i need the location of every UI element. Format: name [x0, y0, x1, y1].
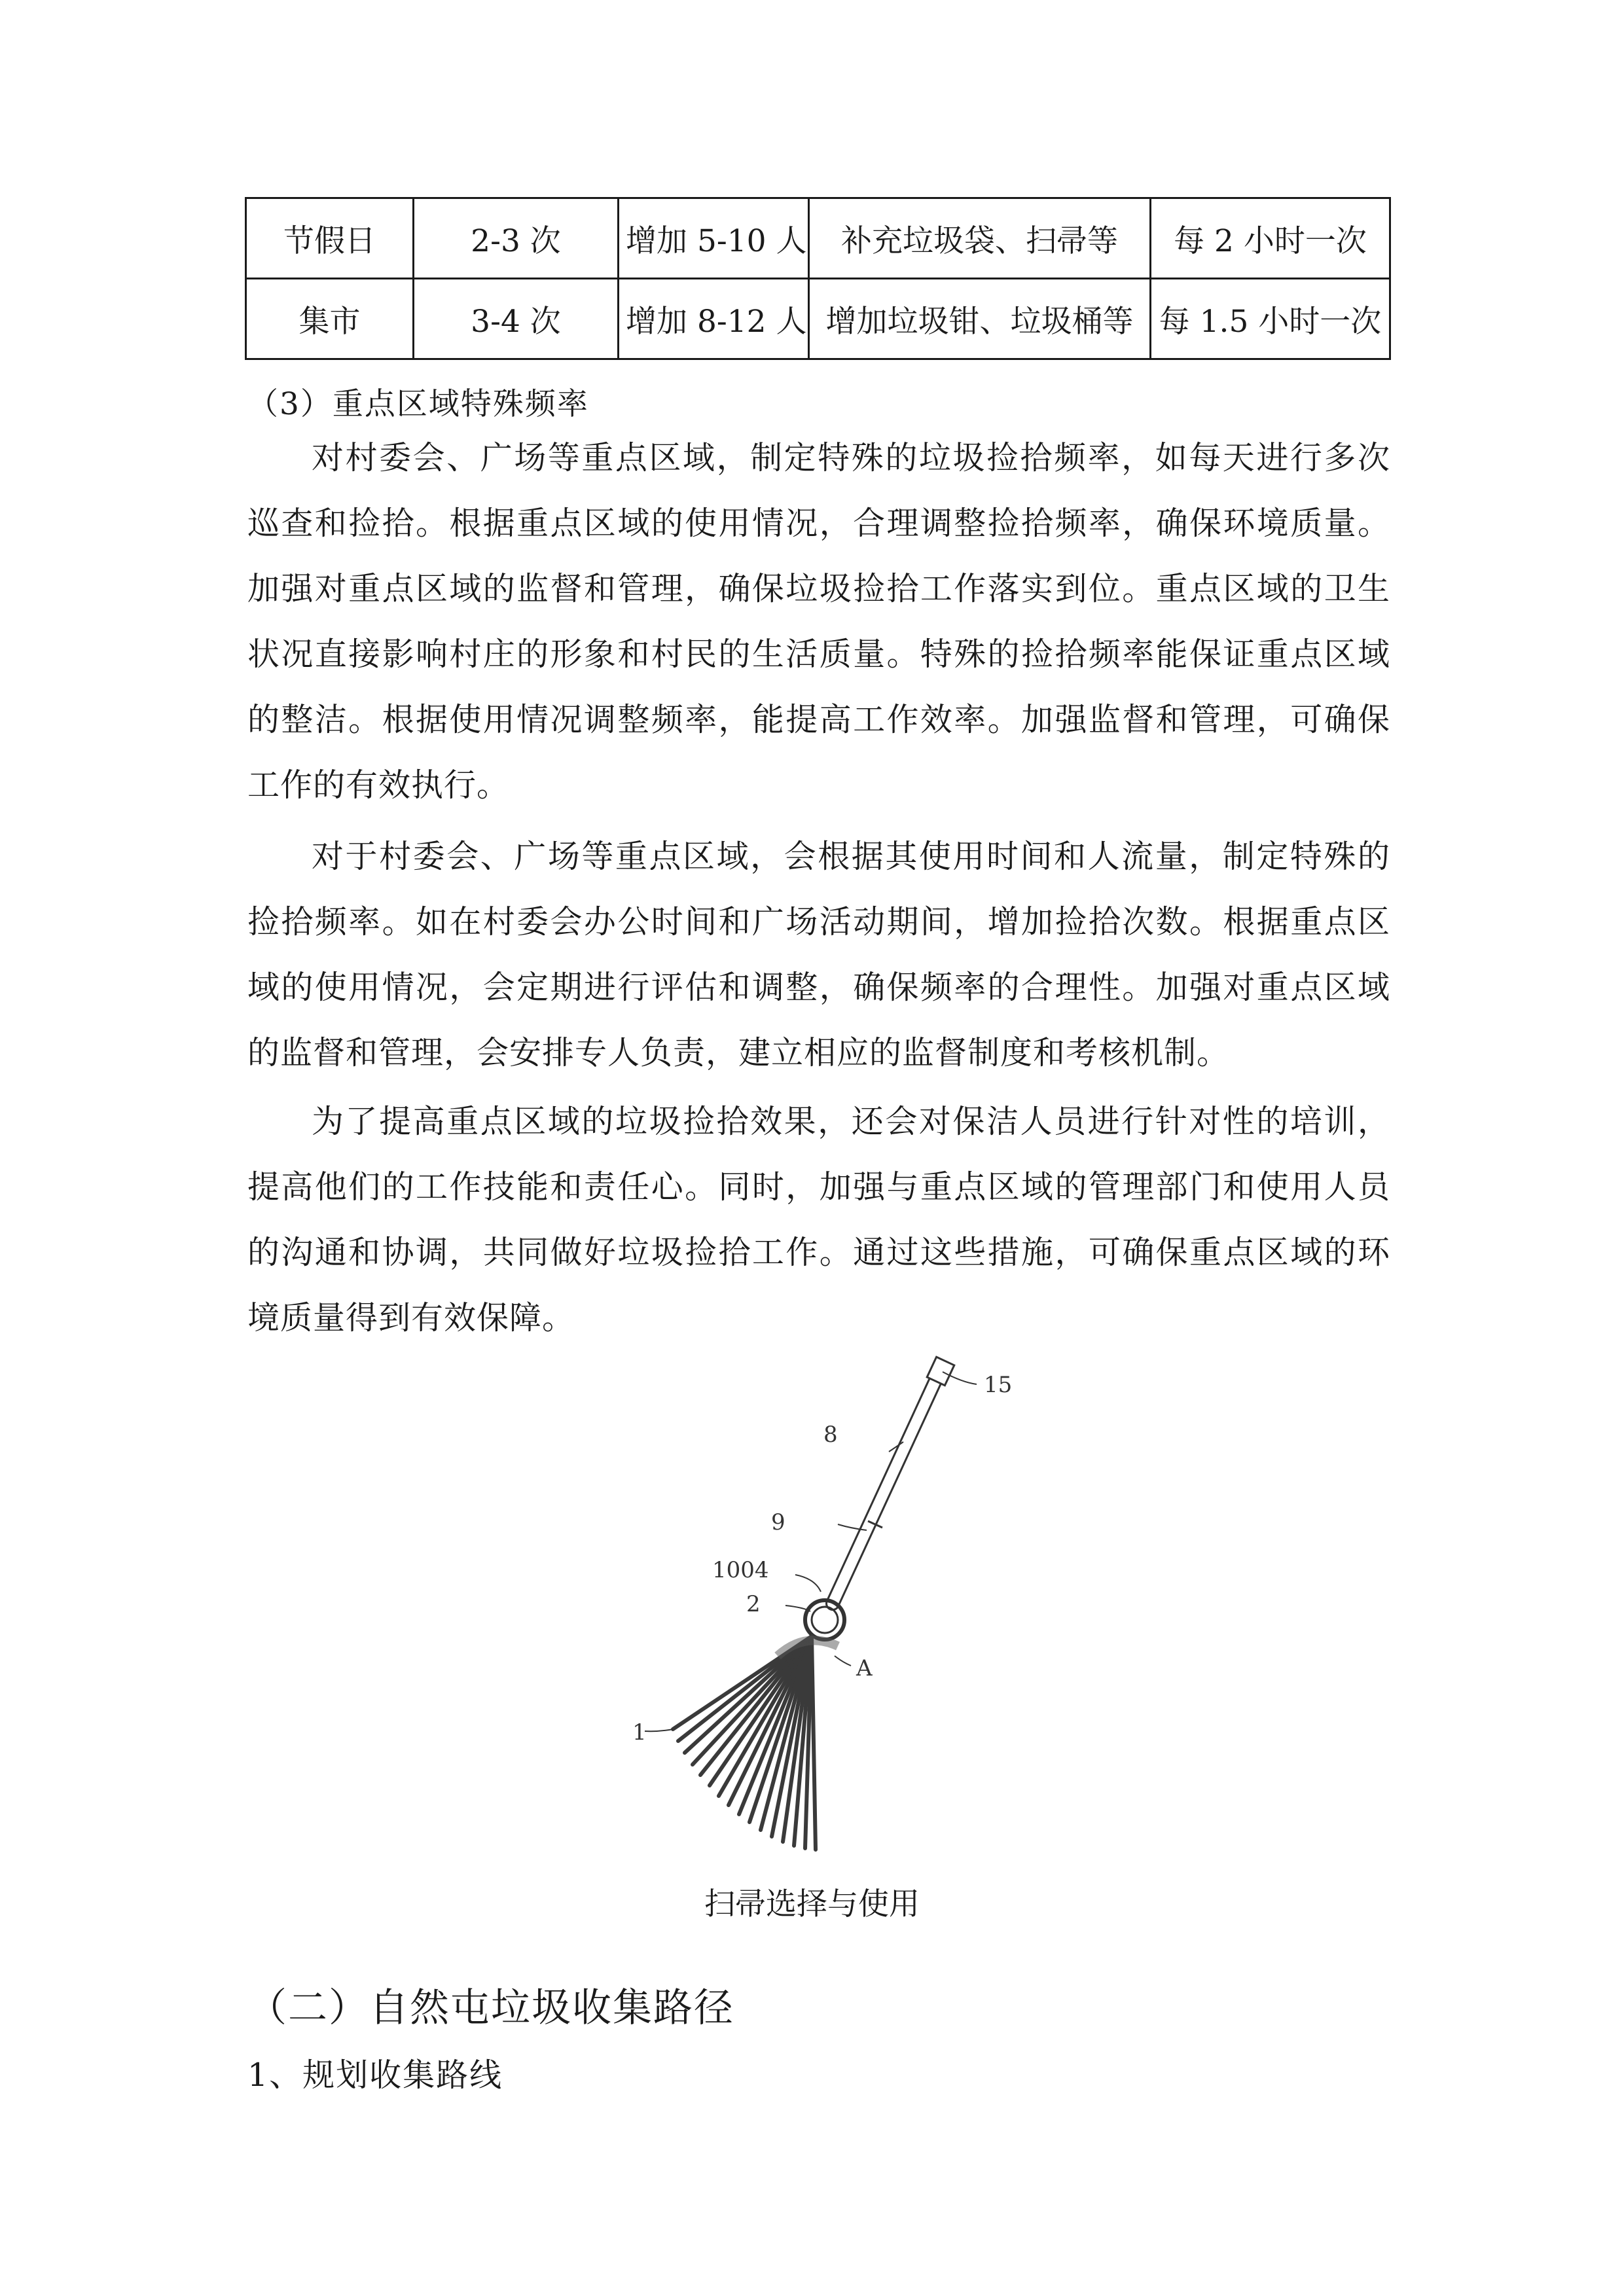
label-1: 1 — [632, 1719, 647, 1746]
broom-ring — [805, 1600, 844, 1640]
table-cell: 增加 8-12 人 — [619, 279, 809, 359]
broom-figure — [615, 1348, 1034, 1872]
table-cell: 增加垃圾钳、垃圾桶等 — [809, 279, 1151, 359]
table-cell: 2-3 次 — [414, 198, 619, 279]
broom-diagram — [615, 1348, 1034, 1872]
label-9: 9 — [771, 1509, 785, 1535]
table-row — [246, 279, 1390, 359]
section-subtitle: 1、规划收集路线 — [247, 2056, 503, 2094]
table-cell: 节假日 — [246, 198, 414, 279]
broom-bristles — [673, 1636, 816, 1850]
label-15: 15 — [984, 1372, 1013, 1398]
broom-handle — [833, 1357, 954, 1604]
table-cell: 每 2 小时一次 — [1151, 198, 1390, 279]
table-cell: 增加 5-10 人 — [619, 198, 809, 279]
figure-caption: 扫帚选择与使用 — [704, 1886, 920, 1922]
frequency-table — [245, 197, 1391, 360]
label-1004: 1004 — [712, 1557, 769, 1583]
paragraph: 对于村委会、广场等重点区域，会根据其使用时间和人流量，制定特殊的捡拾频率。如在村委会办公时间和广场活动期间，增加捡拾次数。根据重点区域的使用情况，会定期进行评估和调整，确保频率的合理性。加强对重点区域的监督和管理，会安排专人负责，建立相应的监督制度和考核机制。 — [247, 838, 1390, 1071]
section-title: （二）自然屯垃圾收集路径 — [247, 1985, 734, 2031]
table-row — [246, 198, 1390, 279]
table-cell: 每 1.5 小时一次 — [1151, 279, 1390, 359]
subheading: （3）重点区域特殊频率 — [247, 386, 589, 422]
table-cell: 补充垃圾袋、扫帚等 — [809, 198, 1151, 279]
label-A: A — [856, 1655, 873, 1681]
paragraph: 对村委会、广场等重点区域，制定特殊的垃圾捡拾频率，如每天进行多次巡查和捡拾。根据重点区域的使用情况，合理调整捡拾频率，确保环境质量。加强对重点区域的监督和管理，确保垃圾捡拾工作落实到位。重点区域的卫生状况直接影响村庄的形象和村民的生活质量。特殊的捡拾频率能保证重点区域的整洁。根据使用情况调整频率，能提高工作效率。加强监督和管理，可确保工作的有效执行。 — [247, 439, 1390, 804]
label-2: 2 — [746, 1591, 761, 1617]
paragraph: 为了提高重点区域的垃圾捡拾效果，还会对保洁人员进行针对性的培训，提高他们的工作技能和责任心。同时，加强与重点区域的管理部门和使用人员的沟通和协调，共同做好垃圾捡拾工作。通过这些措施，可确保重点区域的环境质量得到有效保障。 — [247, 1103, 1390, 1336]
table-cell: 集市 — [246, 279, 414, 359]
table-cell: 3-4 次 — [414, 279, 619, 359]
label-8: 8 — [823, 1422, 838, 1448]
